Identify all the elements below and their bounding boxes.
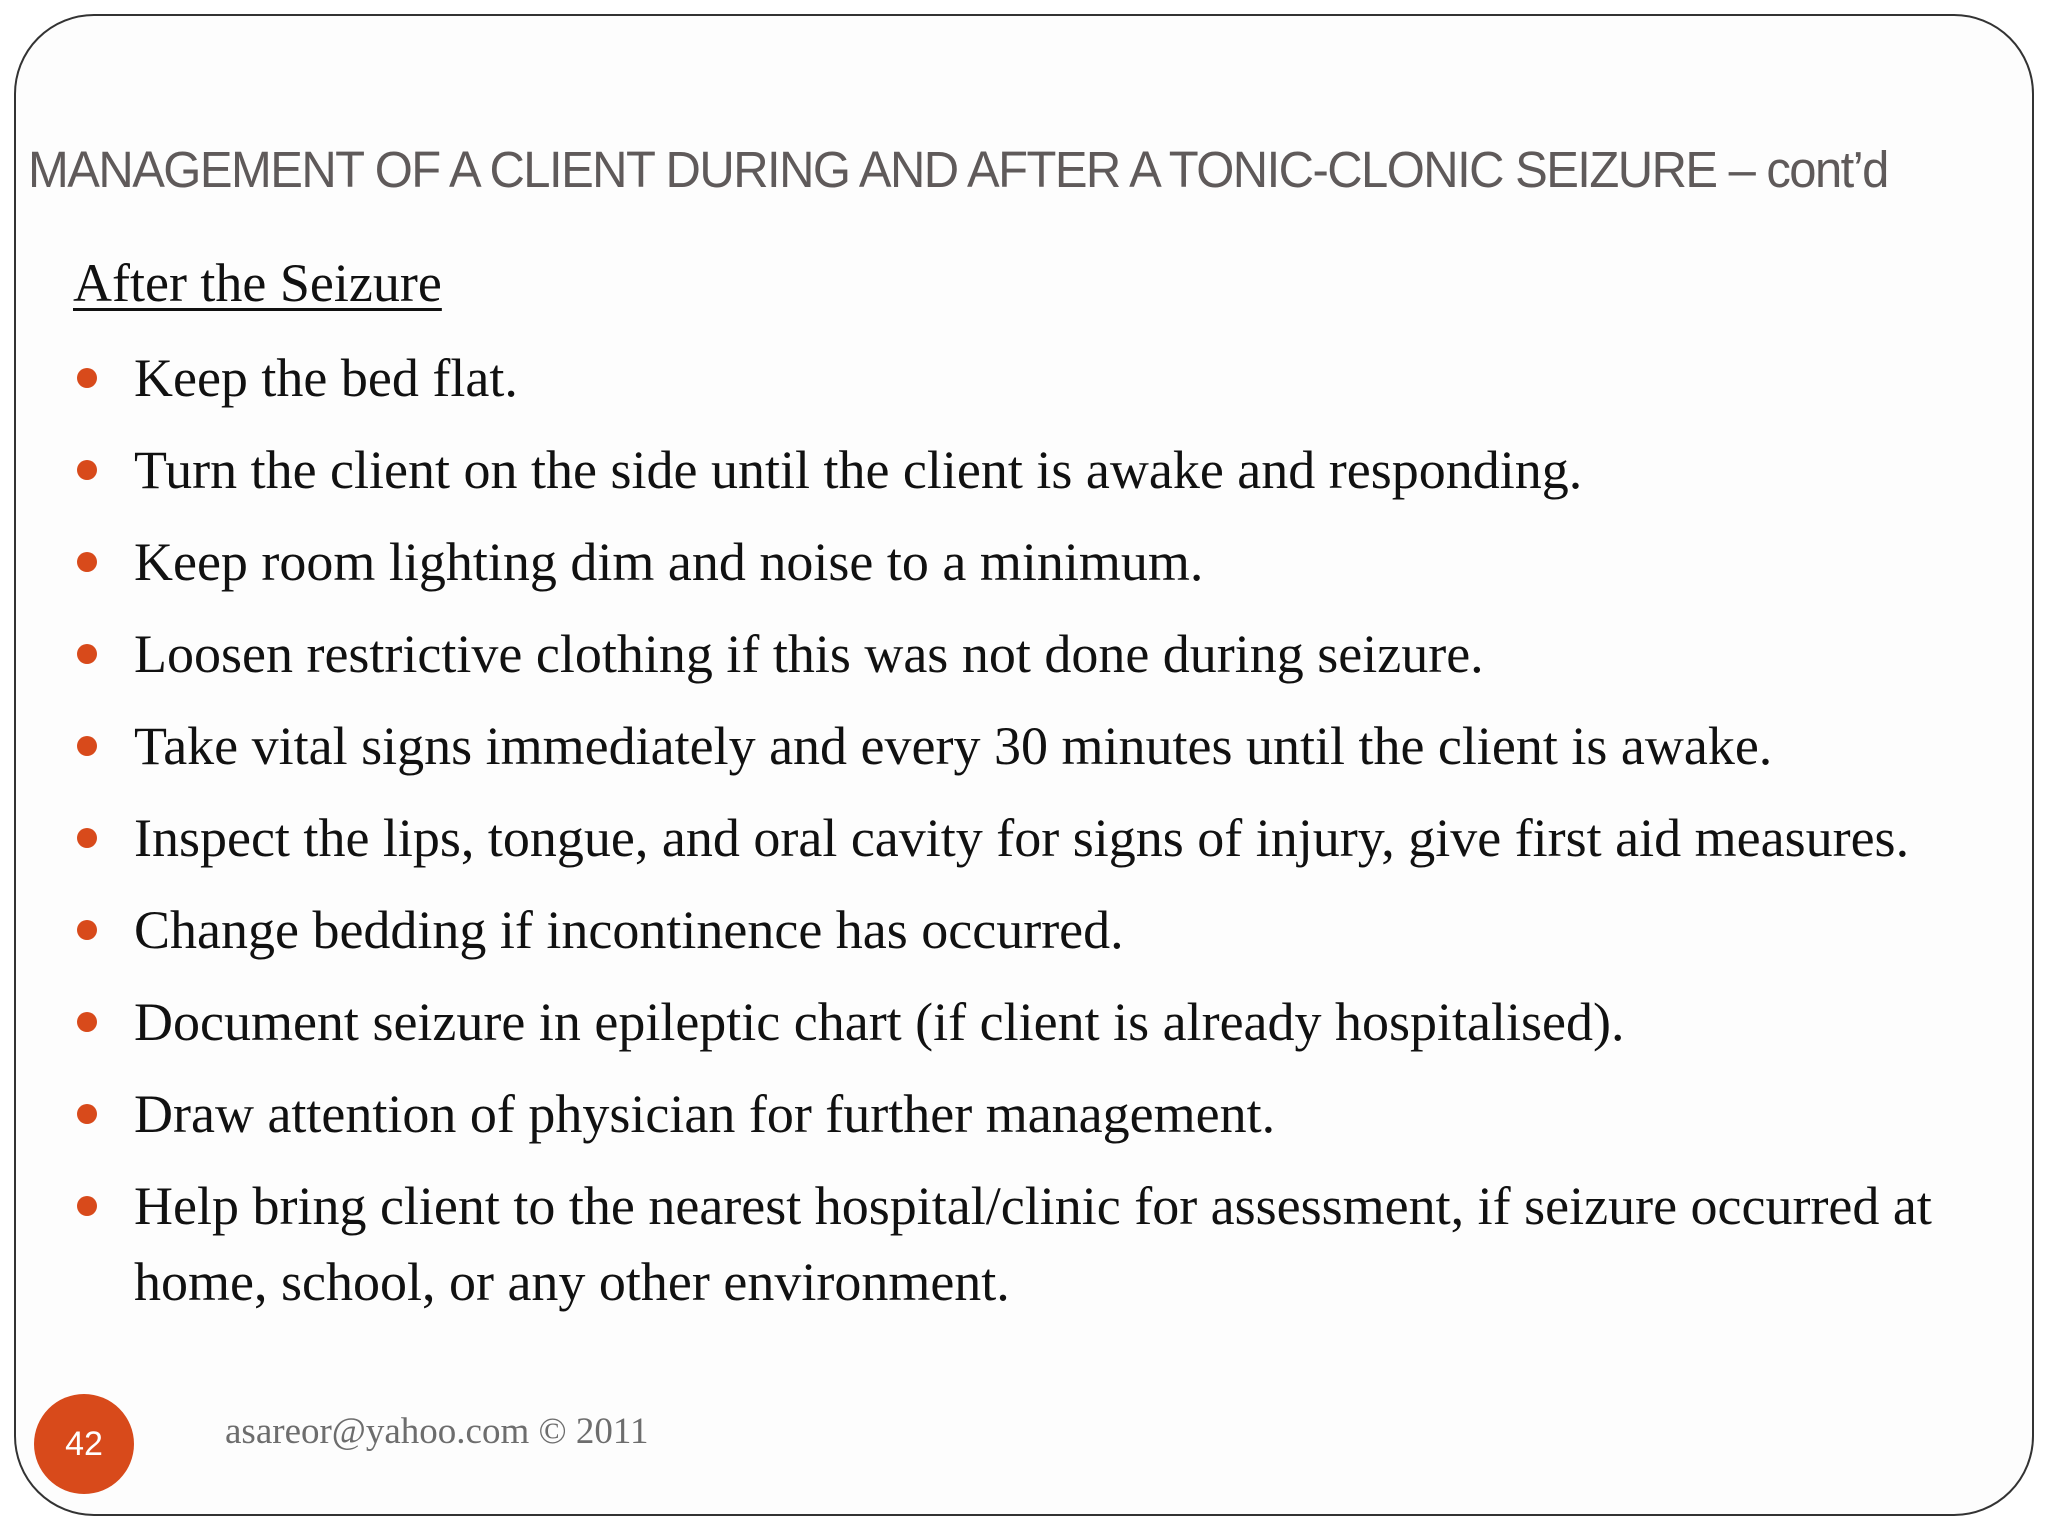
footer-text: asareor@yahoo.com © 2011	[225, 1411, 649, 1452]
bullet-dot-icon	[77, 460, 97, 480]
list-item-text: Keep the bed flat.	[134, 348, 518, 408]
list-item	[70, 1168, 2000, 1320]
bullet-dot-icon	[77, 644, 97, 664]
list-item	[70, 432, 2000, 508]
bullet-dot-icon	[77, 920, 97, 940]
bullet-dot-icon	[77, 736, 97, 756]
section-heading: After the Seizure	[73, 253, 442, 313]
list-item	[70, 340, 2000, 416]
bullet-dot-icon	[77, 1196, 97, 1216]
list-item-text: Loosen restrictive clothing if this was not done during seizure.	[134, 624, 1484, 684]
list-item-text: Document seizure in epileptic chart (if client is already hospitalised).	[134, 992, 1625, 1052]
list-item-text: Draw attention of physician for further management.	[134, 1084, 1276, 1144]
list-item-text: Help bring client to the nearest hospital/clinic for assessment, if seizure occurred at home, school, or any other environment.	[134, 1176, 1932, 1312]
slide-title: MANAGEMENT OF A CLIENT DURING AND AFTER A TONIC-CLONIC SEIZURE – cont’d	[28, 141, 1888, 198]
list-item-text: Change bedding if incontinence has occurred.	[134, 900, 1124, 960]
list-item	[70, 892, 2000, 968]
bullet-list	[70, 340, 2000, 1336]
page-number-badge	[34, 1394, 134, 1494]
list-item-text: Keep room lighting dim and noise to a minimum.	[134, 532, 1204, 592]
list-item-text: Take vital signs immediately and every 30 minutes until the client is awake.	[134, 716, 1773, 776]
bullet-dot-icon	[77, 1012, 97, 1032]
list-item-text: Inspect the lips, tongue, and oral cavity for signs of injury, give first aid measures.	[134, 808, 1910, 868]
bullet-dot-icon	[77, 368, 97, 388]
list-item	[70, 1076, 2000, 1152]
list-item	[70, 524, 2000, 600]
page-number: 42	[65, 1424, 103, 1463]
list-item	[70, 616, 2000, 692]
list-item	[70, 984, 2000, 1060]
list-item-text: Turn the client on the side until the client is awake and responding.	[134, 440, 1583, 500]
bullet-dot-icon	[77, 552, 97, 572]
bullet-dot-icon	[77, 828, 97, 848]
list-item	[70, 708, 2000, 784]
list-item	[70, 800, 2000, 876]
bullet-dot-icon	[77, 1104, 97, 1124]
